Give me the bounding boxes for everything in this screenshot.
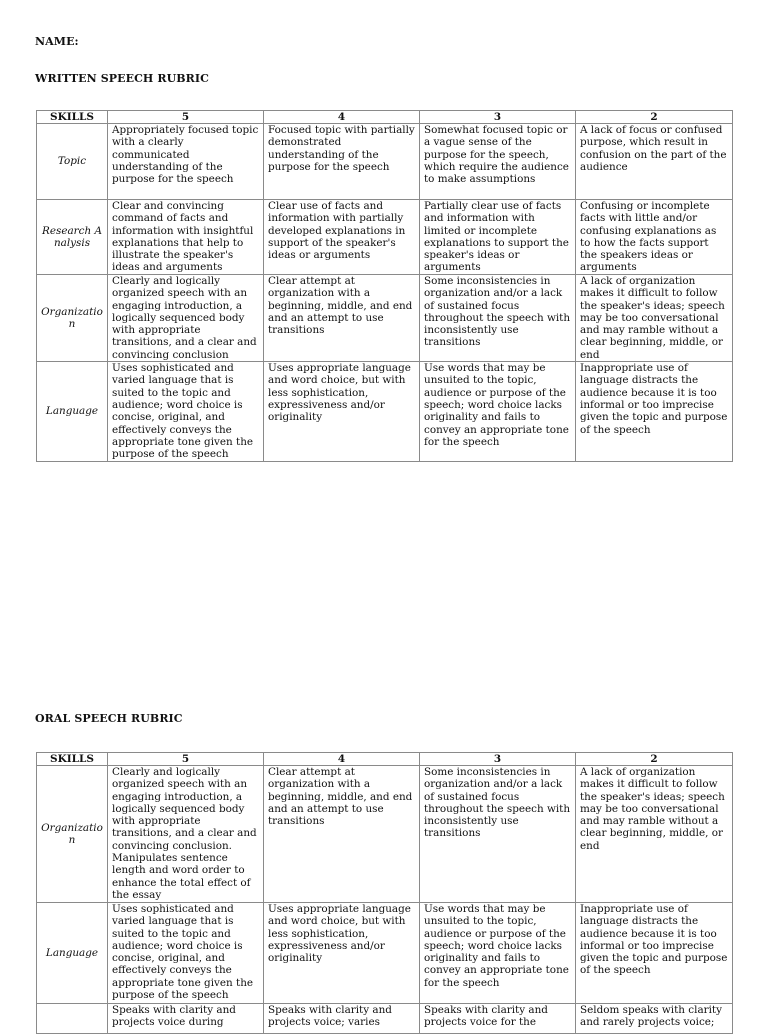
- rubric-cell: Speaks with clarity and projects voice; varies: [264, 1004, 420, 1034]
- rubric-cell: Somewhat focused topic or a vague sense of the purpose for the speech, which require the audience to make assumptions: [420, 124, 576, 200]
- rubric-cell: A lack of focus or confused purpose, which result in confusion on the part of the audience: [576, 124, 733, 200]
- table-row: [37, 766, 733, 903]
- rubric-cell: Clear attempt at organization with a beginning, middle, and end and an attempt to use transitions: [264, 275, 420, 362]
- rubric-cell: Some inconsistencies in organization and/or a lack of sustained focus throughout the speech with inconsistently use transitions: [420, 275, 576, 362]
- skill-label: Language: [37, 903, 108, 1004]
- column-header-score-5: 5: [108, 111, 264, 124]
- skill-label: Research Analysis: [37, 200, 108, 275]
- rubric-cell: Clear use of facts and information with partially developed explanations in support of the speaker's ideas or arguments: [264, 200, 420, 275]
- column-header-skills: SKILLS: [37, 111, 108, 124]
- column-header-score-2: 2: [576, 753, 733, 766]
- oral-rubric-table: [36, 752, 733, 1034]
- rubric-cell: Use words that may be unsuited to the topic, audience or purpose of the speech; word choice lacks originality and fails to convey an appropriate tone for the speech: [420, 362, 576, 462]
- column-header-score-2: 2: [576, 111, 733, 124]
- rubric-cell: A lack of organization makes it difficult to follow the speaker's ideas; speech may be too conversational and may ramble without a clear beginning, middle, or end: [576, 766, 733, 903]
- rubric-cell: Uses appropriate language and word choice, but with less sophistication, expressiveness and/or originality: [264, 903, 420, 1004]
- written-rubric-title: WRITTEN SPEECH RUBRIC: [35, 72, 210, 85]
- table-header-row: [37, 111, 733, 124]
- rubric-cell: Seldom speaks with clarity and rarely projects voice;: [576, 1004, 733, 1034]
- table-row: [37, 362, 733, 462]
- rubric-cell: Clearly and logically organized speech with an engaging introduction, a logically sequenced body with appropriate transitions, and a clear and convincing conclusion. Manipulates sentence length and word order to enhance the total effect of the essay: [108, 766, 264, 903]
- column-header-score-5: 5: [108, 753, 264, 766]
- skill-label: Organization: [37, 275, 108, 362]
- skill-label: Topic: [37, 124, 108, 200]
- rubric-cell: Inappropriate use of language distracts the audience because it is too informal or too imprecise given the topic and purpose of the speech: [576, 362, 733, 462]
- column-header-score-3: 3: [420, 753, 576, 766]
- table-row: [37, 275, 733, 362]
- rubric-cell: A lack of organization makes it difficult to follow the speaker's ideas; speech may be too conversational and may ramble without a clear beginning, middle, or end: [576, 275, 733, 362]
- oral-rubric-title: ORAL SPEECH RUBRIC: [35, 712, 183, 725]
- rubric-cell: Uses appropriate language and word choice, but with less sophistication, expressiveness and/or originality: [264, 362, 420, 462]
- skill-label: Language: [37, 362, 108, 462]
- rubric-cell: Clearly and logically organized speech with an engaging introduction, a logically sequenced body with appropriate transitions, and a clear and convincing conclusion: [108, 275, 264, 362]
- column-header-score-3: 3: [420, 111, 576, 124]
- rubric-cell: Speaks with clarity and projects voice for the: [420, 1004, 576, 1034]
- rubric-cell: Use words that may be unsuited to the topic, audience or purpose of the speech; word choice lacks originality and fails to convey an appropriate tone for the speech: [420, 903, 576, 1004]
- rubric-cell: Uses sophisticated and varied language that is suited to the topic and audience; word choice is concise, original, and effectively conveys the appropriate tone given the purpose of the speech: [108, 903, 264, 1004]
- table-row: [37, 200, 733, 275]
- column-header-skills: SKILLS: [37, 753, 108, 766]
- table-row: [37, 903, 733, 1004]
- column-header-score-4: 4: [264, 111, 420, 124]
- rubric-cell: Inappropriate use of language distracts the audience because it is too informal or too imprecise given the topic and purpose of the speech: [576, 903, 733, 1004]
- written-rubric-table: [36, 110, 733, 462]
- skill-label: Organization: [37, 766, 108, 903]
- rubric-cell: Confusing or incomplete facts with little and/or confusing explanations as to how the facts support the speakers ideas or arguments: [576, 200, 733, 275]
- column-header-score-4: 4: [264, 753, 420, 766]
- table-row: [37, 1004, 733, 1034]
- table-row: [37, 124, 733, 200]
- rubric-cell: Partially clear use of facts and information with limited or incomplete explanations to support the speaker's ideas or arguments: [420, 200, 576, 275]
- rubric-cell: Uses sophisticated and varied language that is suited to the topic and audience; word choice is concise, original, and effectively conveys the appropriate tone given the purpose of the speech: [108, 362, 264, 462]
- name-label: NAME:: [35, 35, 79, 48]
- rubric-cell: Some inconsistencies in organization and/or a lack of sustained focus throughout the speech with inconsistently use transitions: [420, 766, 576, 903]
- rubric-cell: Focused topic with partially demonstrated understanding of the purpose for the speech: [264, 124, 420, 200]
- rubric-cell: Speaks with clarity and projects voice during: [108, 1004, 264, 1034]
- rubric-cell: Appropriately focused topic with a clearly communicated understanding of the purpose for the speech: [108, 124, 264, 200]
- table-header-row: [37, 753, 733, 766]
- rubric-cell: Clear attempt at organization with a beginning, middle, and end and an attempt to use transitions: [264, 766, 420, 903]
- rubric-cell: Clear and convincing command of facts and information with insightful explanations that help to illustrate the speaker's ideas and arguments: [108, 200, 264, 275]
- skill-label: [37, 1004, 108, 1034]
